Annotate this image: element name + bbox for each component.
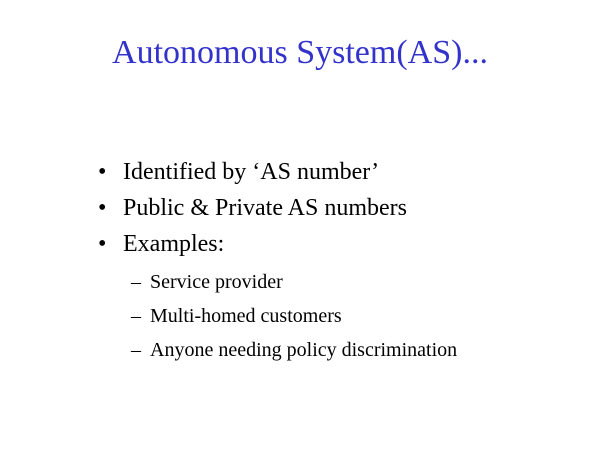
sub-bullet-marker: – [131, 305, 141, 327]
slide-title: Autonomous System(AS)... [112, 34, 488, 71]
sub-bullet-marker: – [131, 271, 141, 293]
bullet-marker: • [98, 195, 107, 221]
sub-bullet-text: Service provider [150, 271, 283, 293]
sub-bullet-marker: – [131, 339, 141, 361]
bullet-marker: • [98, 231, 107, 257]
sub-bullet-text: Anyone needing policy discrimination [150, 339, 458, 361]
bullet-text: Examples: [123, 231, 225, 257]
bullet-text: Public & Private AS numbers [123, 195, 407, 221]
bullet-marker: • [98, 159, 107, 185]
sub-bullet-text: Multi-homed customers [150, 305, 342, 327]
bullet-text: Identified by ‘AS number’ [123, 159, 380, 185]
